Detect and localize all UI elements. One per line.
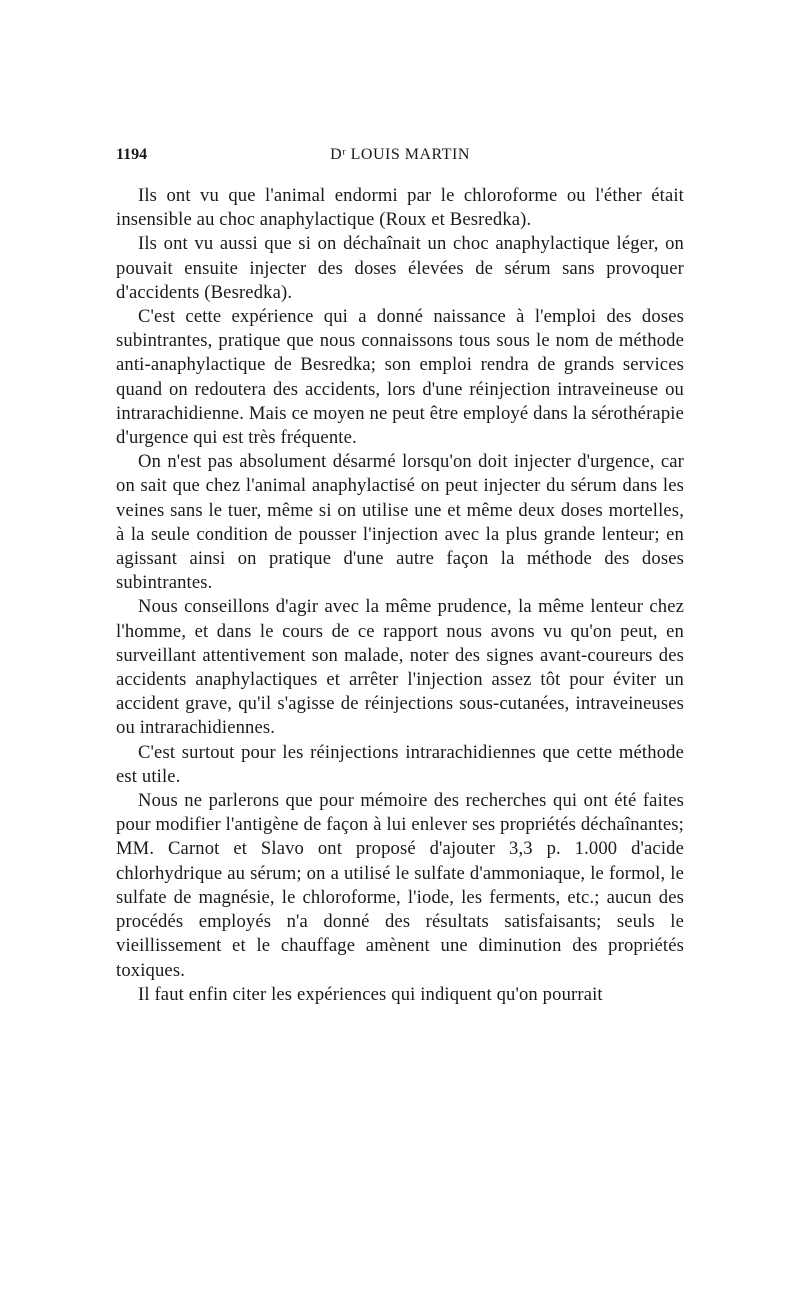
running-title: Dʳ LOUIS MARTIN (330, 146, 470, 163)
paragraph: Ils ont vu que l'animal endormi par le chloroforme ou l'éther était insensible au choc anaphylactique (Roux et Besredka). (116, 185, 684, 231)
page (116, 146, 684, 1007)
paragraph: Nous conseillons d'agir avec la même prudence, la même lenteur chez l'homme, et dans le cours de ce rapport nous avons vu qu'on peut, en surveillant attentivement son malade, noter des signes avant-coureurs des accidents anaphylactiques et arrêter l'injection assez tôt pour éviter un accident grave, qu'il s'agisse de réinjections sous-cutanées, intraveineuses ou intrarachidiennes. (116, 596, 684, 739)
paragraph: C'est cette expérience qui a donné naissance à l'emploi des doses subintrantes, pratique que nous connaissons tous sous le nom de méthode anti-anaphylactique de Besredka; son emploi rendra de grands services quand on redoutera des accidents, lors d'une réinjection intraveineuse ou intrarachidienne. Mais ce moyen ne peut être employé dans la sérothérapie d'urgence qui est très fréquente. (116, 306, 684, 449)
page-number: 1194 (116, 146, 148, 163)
body-text (116, 184, 684, 1007)
paragraph: On n'est pas absolument désarmé lorsqu'on doit injecter d'urgence, car on sait que chez l'animal anaphylactisé on peut injecter du sérum dans les veines sans le tuer, même si on utilise une et même deux doses mortelles, à la seule condition de pousser l'injection avec la plus grande lenteur; en agissant ainsi on pratique d'une autre façon la méthode des doses subintrantes. (116, 451, 684, 594)
paragraph: Ils ont vu aussi que si on déchaînait un choc anaphylactique léger, on pouvait ensuite injecter des doses élevées de sérum sans provoquer d'accidents (Besredka). (116, 233, 684, 303)
paragraph: C'est surtout pour les réinjections intrarachidiennes que cette méthode est utile. (116, 741, 684, 787)
paragraph: Nous ne parlerons que pour mémoire des recherches qui ont été faites pour modifier l'antigène de façon à lui enlever ses propriétés déchaînantes; MM. Carnot et Slavo ont proposé d'ajouter 3,3 p. 1.000 d'acide chlorhydrique au sérum; on a utilisé le sulfate d'ammoniaque, le formol, le sulfate de magnésie, le chloroforme, l'iode, les ferments, etc.; aucun des procédés employés n'a donné des résultats satisfaisants; seuls le vieillissement et le chauffage amènent une diminution des propriétés toxiques. (116, 790, 684, 981)
running-head (116, 146, 684, 172)
paragraph: Il faut enfin citer les expériences qui indiquent qu'on pourrait (138, 983, 603, 1005)
